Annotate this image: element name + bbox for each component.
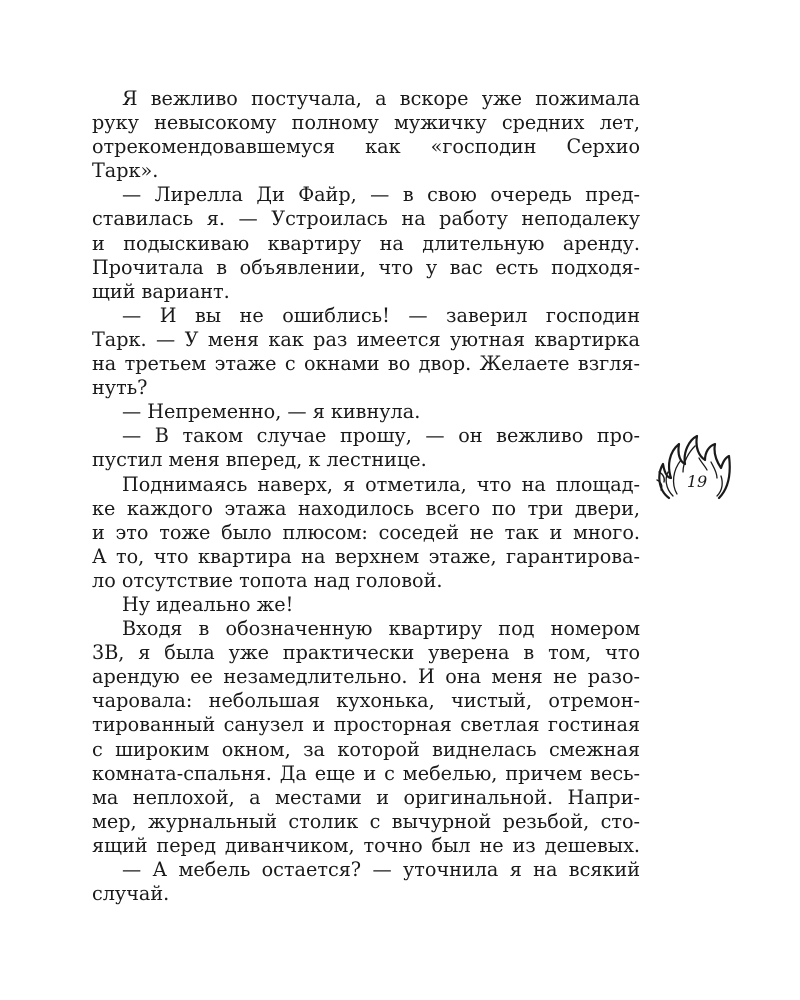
text-line: — И вы не ошиблись! — заверил господин — [122, 303, 640, 327]
text-line: А то, что квартира на верхнем этаже, гарантирова- — [92, 544, 640, 568]
text-line: щий вариант. — [92, 279, 230, 303]
text-line: и подыскиваю квартиру на длительную аренду. — [92, 231, 640, 255]
text-line: ке каждого этажа находилось всего по три двери, — [92, 496, 640, 520]
text-line: Тарк. — У меня как раз имеется уютная квартирка — [92, 327, 640, 351]
text-line: пустил меня вперед, к лестнице. — [92, 448, 427, 472]
text-line: Поднимаясь наверх, я отметила, что на площад- — [122, 472, 640, 496]
flame-icon — [655, 432, 733, 504]
text-line: — В таком случае прошу, — он вежливо про- — [122, 424, 640, 448]
text-line: — Непременно, — я кивнула. — [122, 400, 421, 424]
text-line: комната-спальня. Да еще и с мебелью, причем весь- — [92, 761, 640, 785]
text-line: и это тоже было плюсом: соседей не так и много. — [92, 520, 640, 544]
text-line: отрекомендовавшемуся как «господин Серхио — [92, 135, 640, 159]
text-line: ставилась я. — Устроилась на работу неподалеку — [92, 207, 640, 231]
text-line: мер, журнальный столик с вычурной резьбой, сто- — [92, 809, 640, 833]
text-line: чаровала: небольшая кухонька, чистый, отремон- — [92, 689, 640, 713]
text-line: с широким окном, за которой виднелась смежная — [92, 737, 640, 761]
text-line: ло отсутствие топота над головой. — [92, 568, 443, 592]
text-line: Тарк». — [92, 159, 159, 183]
text-line: ма неплохой, а местами и оригинальной. Напри- — [92, 785, 640, 809]
text-line: нуть? — [92, 376, 148, 400]
text-line: ящий перед диванчиком, точно был не из дешевых. — [92, 833, 640, 857]
text-line: — Лирелла Ди Файр, — в свою очередь пред- — [122, 183, 640, 207]
text-line: случай. — [92, 882, 170, 906]
text-line: 3В, я была уже практически уверена в том, что — [92, 641, 640, 665]
text-line: Прочитала в объявлении, что у вас есть подходя- — [92, 255, 640, 279]
text-line: Ну идеально же! — [122, 592, 294, 616]
text-line: Входя в обозначенную квартиру под номером — [122, 617, 640, 641]
text-line: руку невысокому полному мужичку средних лет, — [92, 111, 640, 135]
text-line: — А мебель остается? — уточнила я на всякий — [122, 858, 640, 881]
text-line: тированный санузел и просторная светлая гостиная — [92, 713, 640, 737]
page-number: 19 — [686, 472, 708, 491]
text-line: арендую ее незамедлительно. И она меня не разо- — [92, 665, 640, 689]
body-text — [92, 87, 640, 906]
text-line: Я вежливо постучала, а вскоре уже пожимала — [122, 87, 640, 110]
text-line: на третьем этаже с окнами во двор. Желаете взгля- — [92, 352, 640, 376]
